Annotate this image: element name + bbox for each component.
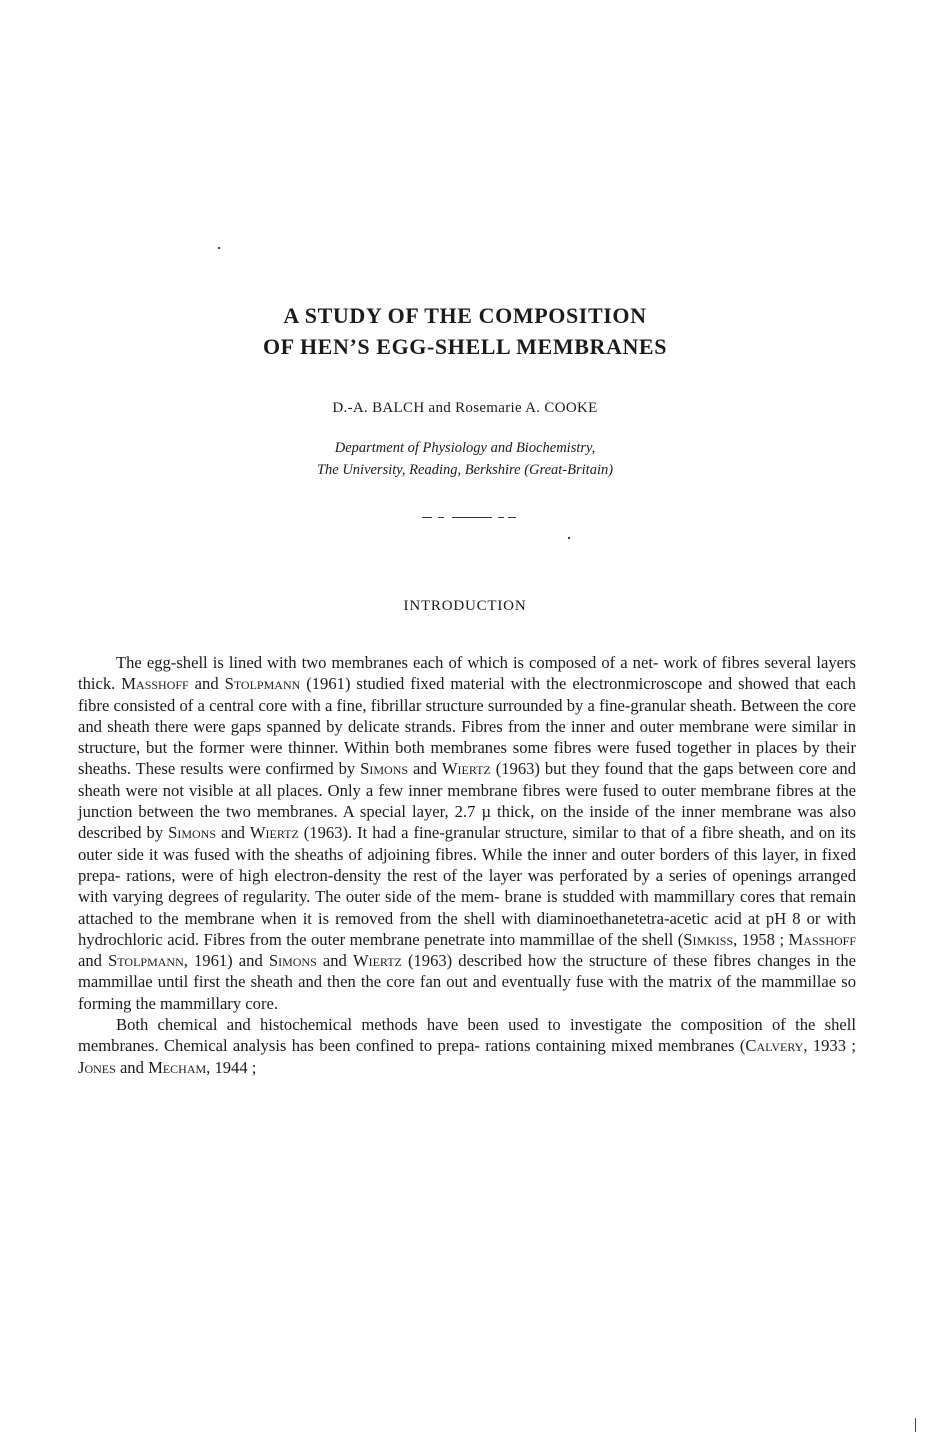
author-citation: Masshoff — [121, 674, 189, 694]
scan-speck — [568, 537, 570, 539]
author-citation: Jones — [78, 1057, 116, 1077]
text-run: and — [78, 951, 109, 971]
affiliation-line-1: Department of Physiology and Biochemistry, — [334, 440, 596, 456]
author-affiliation — [0, 437, 930, 481]
author-citation: Masshoff — [788, 929, 856, 949]
text-run: (1963) described how the structure of these fibres changes in the mammillae until first the sheath and then the core fan out and eventually fuse with the matrix of the mammillae so forming the mammillary core. — [78, 951, 856, 1013]
author-citation: Simons — [168, 823, 216, 843]
text-run: Both chemical and histochemical methods have been used to investigate the composition of the shell membranes. Chemical analysis has been confined to prepa- rations containing mixed membranes ( — [78, 1015, 856, 1056]
text-run: The egg-shell is lined with two membranes each of which is composed of a net- work of fibres several layers thick. — [78, 653, 856, 694]
author-citation: Mecham — [148, 1057, 207, 1077]
author-citation: Stolpmann — [224, 674, 301, 694]
text-run: and — [316, 951, 353, 971]
author-citation: Simons — [360, 759, 409, 779]
title-line-2: OF HEN’S EGG-SHELL MEMBRANES — [262, 334, 668, 359]
paragraph-1 — [78, 652, 856, 1014]
author-citation: Wiertz — [249, 823, 299, 843]
paragraph-2 — [78, 1014, 856, 1078]
author-citation: Simkiss — [683, 929, 734, 949]
text-run: , 1958 ; — [733, 929, 789, 949]
scan-speck — [218, 247, 220, 249]
author-citation: Wiertz — [352, 951, 402, 971]
section-separator — [420, 517, 520, 519]
section-heading-introduction: INTRODUCTION — [403, 598, 527, 614]
author-list: D.-A. BALCH and Rosemarie A. COOKE — [332, 400, 598, 416]
author-citation: Simons — [268, 951, 317, 971]
text-run: , 1944 ; — [206, 1057, 257, 1077]
body-text — [78, 652, 856, 1078]
affiliation-line-2: The University, Reading, Berkshire (Great-Britain) — [316, 462, 614, 478]
text-run: (1961) studied fixed material with the electronmicroscope and showed that each fibre consisted of a central core with a fine, fibrillar structure surrounded by a fine-granular sheath. Between the core and sheath there were gaps spanned by delicate strands. Fibres from the inner and outer membrane were similar in structure, but the former were thinner. Within both membranes some fibres were fused together in places by their sheaths. These results were confirmed by — [78, 674, 856, 779]
text-run: (1963). It had a fine-granular structure, similar to that of a fibre sheath, and on its outer side it was fused with the sheaths of adjoining fibres. While the inner and outer borders of this layer, in fixed prepa- rations, were of high electron-density the rest of the layer was perforated by a series of openings arranged with varying degrees of regularity. The outer side of the mem- brane is studded with mammillary cores that remain attached to the membrane when it is removed from the shell with diaminoethanetetra-acetic acid at pH 8 or with hydrochloric acid. Fibres from the outer membrane penetrate into mammillae of the shell ( — [78, 823, 856, 949]
paper-title — [0, 300, 930, 362]
text-run: and — [115, 1057, 149, 1077]
author-citation: Stolpmann — [108, 951, 184, 971]
text-run: and — [188, 674, 225, 694]
text-run: and — [408, 759, 442, 779]
title-line-1: A STUDY OF THE COMPOSITION — [283, 303, 647, 328]
text-run: and — [216, 823, 250, 843]
author-citation: Calvery — [745, 1036, 804, 1056]
text-run: , 1933 ; — [803, 1036, 856, 1056]
author-citation: Wiertz — [441, 759, 491, 779]
text-run: , 1961) and — [183, 951, 269, 971]
text-run: (1963) but they found that the gaps between core and sheath were not visible at all places. Only a few inner membrane fibres were fused to outer membrane fibres at the junction between the two membranes. A special layer, 2.7 µ thick, on the inside of the inner membrane was also described by — [78, 759, 856, 843]
scan-edge-mark — [915, 1418, 916, 1432]
